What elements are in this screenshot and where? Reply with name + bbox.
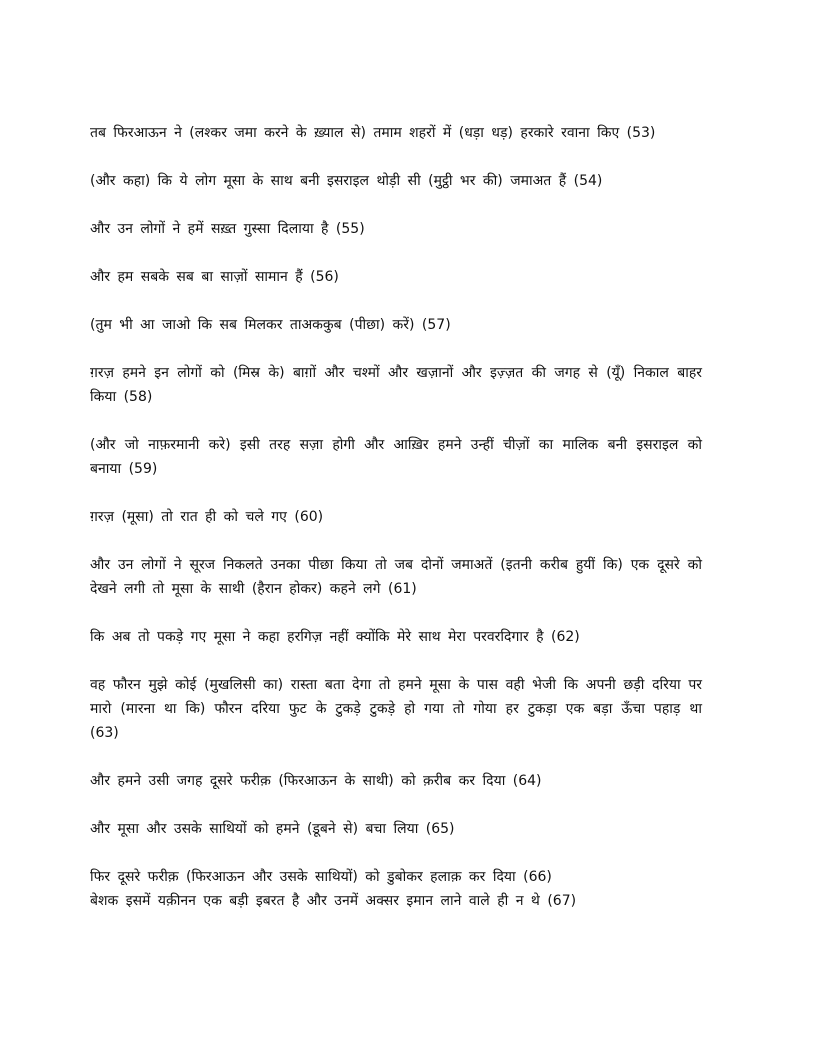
verse-67: बेशक इसमें यक़ीनन एक बड़ी इबरत है और उनमें अक्सर इमान लाने वाले ही न थे (67) <box>90 893 577 909</box>
verse-57: (तुम भी आ जाओ कि सब मिलकर ताअककुब (पीछा) करें) (57) <box>90 317 451 333</box>
verse-62: कि अब तो पकड़े गए मूसा ने कहा हरगिज़ नहीं क्योंकि मेरे साथ मेरा परवरदिगार है (62) <box>90 629 580 645</box>
verse-54: (और कहा) कि ये लोग मूसा के साथ बनी इसराइल थोड़ी सी (मुट्ठी भर की) जमाअत हैं (54) <box>90 173 603 189</box>
verse-59: (और जो नाफ़रमानी करे) इसी तरह सज़ा होगी और आख़िर हमने उन्हीं चीज़ों का मालिक बनी इसराइल को बनाया (59) <box>90 437 702 477</box>
verse-58: ग़रज़ हमने इन लोगों को (मिस्र के) बाग़ों और चश्मों और खज़ानों और इज़्ज़त की जगह से (यूँ) निकाल बाहर किया (58) <box>90 365 702 405</box>
verse-55: और उन लोगों ने हमें सख़्त गुस्सा दिलाया है (55) <box>90 221 365 237</box>
verse-65: और मूसा और उसके साथियों को हमने (डूबने से) बचा लिया (65) <box>90 821 455 837</box>
verse-63: वह फौरन मुझे कोई (मुखलिसी का) रास्ता बता देगा तो हमने मूसा के पास वही भेजी कि अपनी छड़ी दरिया पर मारो (मारना था कि) फौरन दरिया फुट के टुकड़े टुकड़े हो गया तो गोया हर टुकड़ा एक बड़ा ऊँचा पहाड़ था (63) <box>90 677 702 741</box>
verse-61: और उन लोगों ने सूरज निकलते उनका पीछा किया तो जब दोनों जमाअतें (इतनी करीब हुयीं कि) एक दूसरे को देखने लगी तो मूसा के साथी (हैरान होकर) कहने लगे (61) <box>90 557 702 597</box>
verse-60: ग़रज़ (मूसा) तो रात ही को चले गए (60) <box>90 509 324 525</box>
verse-66: फिर दूसरे फरीक़ (फिरआऊन और उसके साथियों) को डुबोकर हलाक़ कर दिया (66) <box>90 869 552 885</box>
verse-53: तब फिरआऊन ने (लश्कर जमा करने के ख़्याल से) तमाम शहरों में (धड़ा धड़) हरकारे रवाना किए (53) <box>90 125 656 141</box>
verse-64: और हमने उसी जगह दूसरे फरीक़ (फिरआऊन के साथी) को क़रीब कर दिया (64) <box>90 773 542 789</box>
document-body <box>90 121 702 913</box>
verse-56: और हम सबके सब बा साज़ों सामान हैं (56) <box>90 269 339 285</box>
